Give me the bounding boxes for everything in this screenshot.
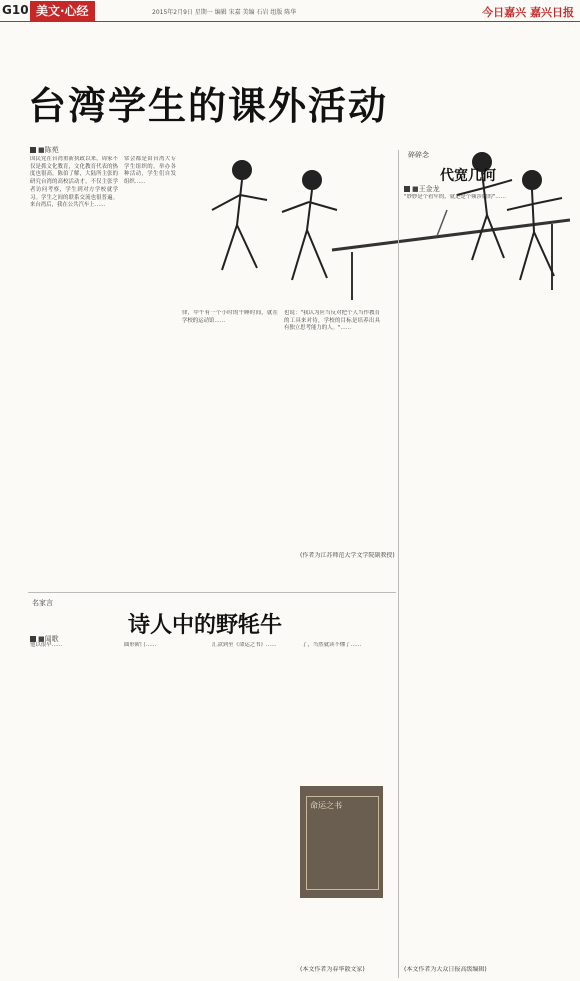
header-rule (0, 21, 580, 22)
page-header (0, 0, 580, 22)
poem-column: 他以很早…… (30, 642, 63, 648)
poem-byline: ■闻歌 (30, 634, 59, 644)
sidebar-title: 代宽几何 (440, 168, 496, 184)
sidebar-body: "妙妙是个看牢的，就是是个频涉做的"…… (404, 194, 506, 200)
poem-column: 了，当然就读不懂了…… (302, 642, 362, 648)
book-cover-image (300, 786, 383, 898)
section-label: 美文·心经 (30, 1, 95, 21)
book-cover-title: 命运之书 (310, 801, 342, 810)
sidebar-author-note: (本文作者为大众日报高级编辑) (404, 966, 487, 973)
section-rule (28, 592, 396, 593)
edition-meta: 2015年2月9日 星期一 编辑 宋嘉 美编 石岩 组版 陈华 (152, 9, 297, 16)
poem-column: 圆形阶门…… (124, 642, 157, 648)
feature-column: 常会都是由台湾大专学生组织的，举办各种活动，学生们自发组织…… (124, 156, 176, 186)
feature-author-note: (作者为江苏师范大学文学院副教授) (300, 552, 395, 559)
poem-column: 汇款到至《命运之书》…… (212, 642, 277, 648)
poem-author-note: (本文作者为春华散文家) (300, 966, 365, 973)
feature-column: 律，中午有一个小时的午睡时间，就在学校的运动馆…… (182, 310, 278, 324)
feature-column: 国民党在台湾重新执政以来，周家不仅是抓文化教育，文化教育代表的热度也很高。陈伯了解，大陆所主张的研究台湾的高校活动才，不仅主张学者访问考察，学生到对方学校就学习。学生之间的联系交流也很普遍。来台湾后，我在公共汽车上…… (30, 156, 118, 209)
column-rule (398, 150, 399, 978)
poem-title: 诗人中的野牦牛 (128, 612, 283, 638)
byline-square-icon (30, 147, 36, 153)
sidebar-tag: 碎碎念 (408, 151, 429, 159)
byline-square-icon (404, 186, 410, 192)
sidebar-byline: ■王金龙 (404, 184, 440, 194)
feature-byline: ■陈苑 (30, 145, 59, 155)
page-number: G10 (2, 3, 29, 17)
feature-column: 也说："我认为应当反对把个人当作教育的工具来对待，学校的目标是培养出具有独立思考能力的人。"…… (284, 310, 380, 332)
newspaper-brand: 今日嘉兴 嘉兴日报 (482, 6, 574, 19)
poem-tag: 名家言 (32, 599, 53, 607)
feature-headline: 台湾学生的课外活动 (28, 83, 389, 128)
